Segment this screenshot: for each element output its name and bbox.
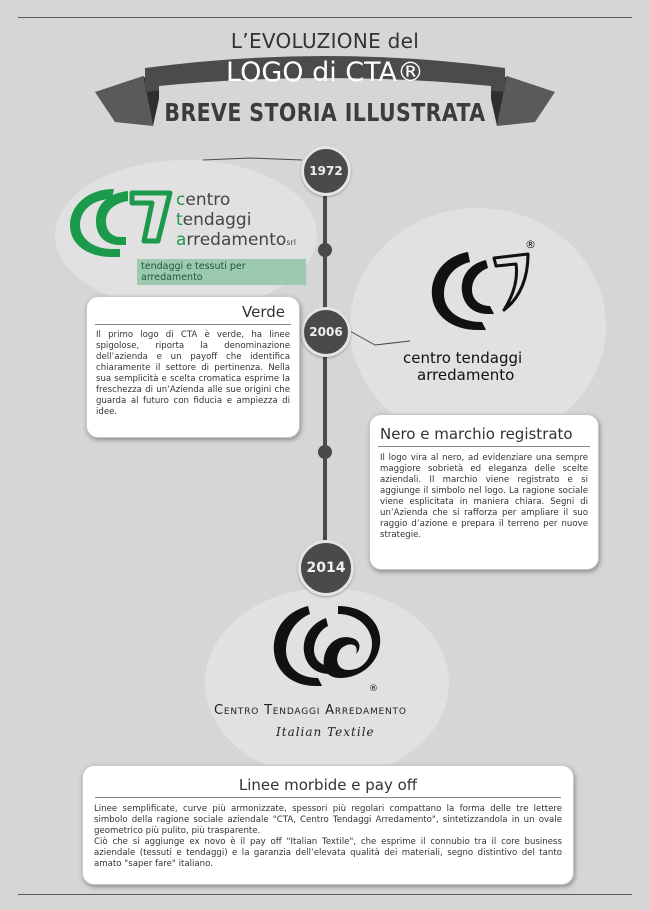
card-verde-title: Verde	[242, 303, 285, 321]
header-line1: L’EVOLUZIONE del	[230, 29, 420, 53]
cta-green-logo-tagline: tendaggi e tessuti per arredamento	[137, 259, 306, 285]
card-verde-divider	[95, 324, 291, 325]
card-linee-title: Linee morbide e pay off	[238, 776, 418, 794]
logo1-word3-rest: rredamento	[186, 230, 287, 250]
logo3-registered: ®	[369, 684, 378, 694]
header-logo-title: LOGO di CTA®	[225, 57, 425, 88]
year-2006-marker: 2006	[301, 307, 351, 357]
header-subtitle: BREVE STORIA ILLUSTRATA	[164, 98, 486, 127]
card-verde-body: Il primo logo di CTA è verde, ha linee spigolose, riporta la denominazione dell’azienda e un payoff che identifica chiaramente il settore di pertinenza. Nella sua semplicità e scelta cromatica esprime la freschezza di un’Azienda alle sue origini che guarda al futuro con fiducia e ampiezza di idee.	[96, 330, 290, 417]
logo1-word1-rest: entro	[185, 190, 231, 210]
card-nero-divider	[378, 446, 590, 447]
bottom-rule	[18, 894, 632, 895]
card-linee-divider	[95, 797, 561, 798]
logo1-word2-rest: endaggi	[182, 210, 252, 230]
card-linee-body1: Linee semplificate, curve più armonizzate, spessori più regolari compattano la forma delle tre lettere simbolo della ragione sociale aziendale "CTA, Centro Tendaggi Arredamento", sintetizzandola in un ovale geometrico più pulito, più trasparente.	[94, 804, 562, 836]
logo2-line1: centro tendaggi	[403, 349, 523, 367]
cta-green-logo-mark	[66, 183, 176, 263]
logo1-word2-initial: t	[176, 210, 183, 230]
year-1972-marker: 1972	[301, 146, 351, 196]
card-verde	[86, 296, 300, 438]
logo1-word3-initial: a	[176, 230, 187, 250]
logo2-line2: arredamento	[417, 366, 515, 384]
logo1-suffix: srl	[286, 238, 296, 247]
cta-black-logo-mark	[424, 238, 544, 338]
card-nero-title: Nero e marchio registrato	[380, 425, 573, 443]
cta-2014-logo-mark	[268, 598, 386, 690]
cta-green-logo-text	[176, 190, 296, 253]
cta-2014-company-name: Centro Tendaggi Arredamento	[214, 703, 407, 718]
logo1-word1-initial: c	[176, 190, 186, 210]
year-2014-marker: 2014	[298, 540, 354, 596]
cta-2014-payoff: Italian Textile	[276, 725, 375, 739]
card-nero-body: Il logo vira al nero, ad evidenziare una sempre maggiore sobrietà ed eleganza delle scelte aziendali. Il marchio viene registrato e si aggiunge il simbolo nel logo. La ragione sociale viene esplicitata in maniera chiara. Segni di un’Azienda che si rafforza per ampliare il suo raggio d’azione e prepara il terreno per nuove strategie.	[380, 453, 588, 540]
logo2-registered: ®	[525, 238, 536, 251]
card-linee-body2: Ciò che si aggiunge ex novo è il pay off "Italian Textile", che esprime il connubio tra il core business aziendale (tessuti e tendaggi) e la garanzia dell’elevata qualità dei materiali, segno distintivo del tanto amato "saper fare" italiano.	[94, 837, 562, 869]
card-linee	[82, 765, 574, 885]
cta-black-logo-text	[403, 350, 522, 384]
card-nero	[369, 414, 599, 570]
